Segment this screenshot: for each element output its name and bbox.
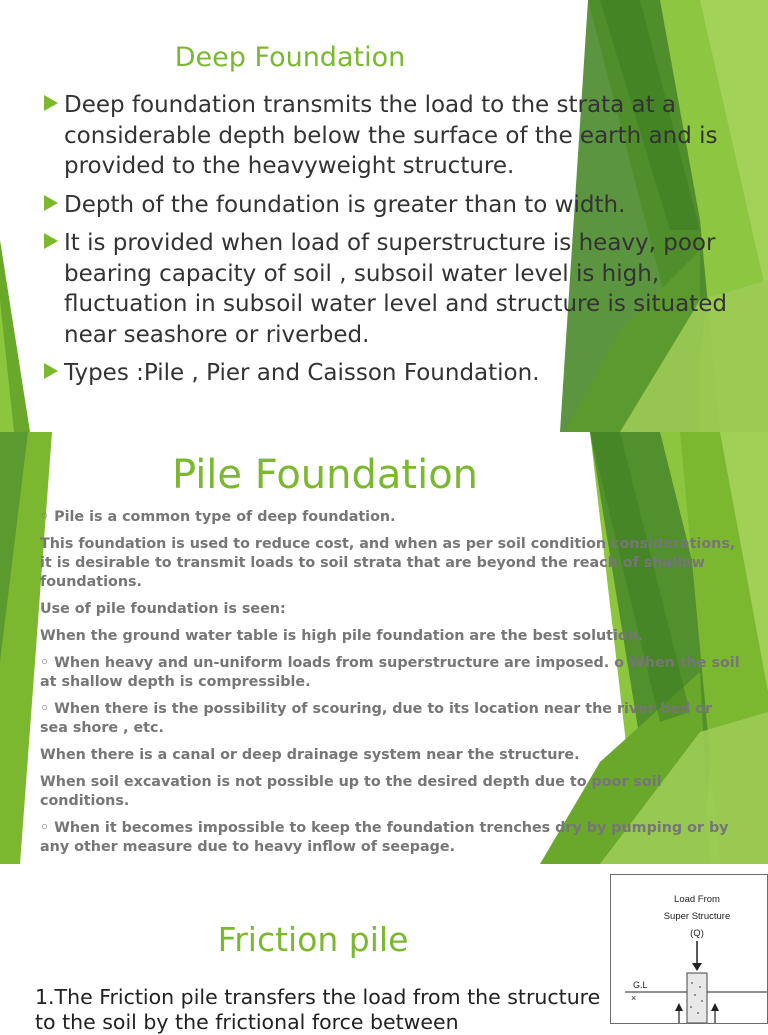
slide2-title: Pile Foundation [171,452,479,498]
friction-pile-figure [610,874,768,1024]
bullet-text: Depth of the foundation is greater than to width. [64,191,626,218]
bullet-item [42,228,742,350]
ground-hatch-icon: × [631,993,637,1003]
paragraph: When soil excavation is not possible up to the desired depth due to poor soil conditions. [40,774,662,809]
paragraph: This foundation is used to reduce cost, and when as per soil condition considerations, it is desirable to transmit loads to soil strata that are beyond the reach of shallow foundations. [40,536,736,590]
slide1-title: Deep Foundation [174,42,406,73]
bullet-triangle-icon [44,363,58,379]
ground-level-label: G.L [633,980,648,990]
bullet-triangle-icon [44,195,58,211]
bullet-text: Types :Pile , Pier and Caisson Foundation. [64,360,540,386]
paragraph: ◦ Pile is a common type of deep foundation. [40,509,396,525]
bullet-text: It is provided when load of superstructure is heavy, poor bearing capacity of soil , subsoil water level is high, fluctuation in subsoil water level and structure is situated near seashore or riverbed. [64,230,727,348]
paragraph: Use of pile foundation is seen: [40,601,286,617]
slide1-bullet-list [42,90,742,397]
pile-shaft [687,973,707,1023]
bullet-triangle-icon [44,233,58,249]
slide3-title: Friction pile [217,920,409,959]
bullet-triangle-icon [44,95,58,111]
load-arrowhead [692,963,702,971]
paragraph: ◦ When heavy and un-uniform loads from superstructure are imposed. o When the soil at shallow depth is compressible. [40,655,740,690]
bullet-item [42,90,742,182]
bullet-item [42,358,742,389]
bullet-item [42,190,742,221]
load-label-line-1: Load From [674,894,720,905]
paragraph: When there is a canal or deep drainage system near the structure. [40,747,580,763]
slide-deep-foundation [0,0,768,432]
bullet-text: Deep foundation transmits the load to the strata at a considerable depth below the surface of the earth and is provided to the heavyweight structure. [64,92,718,179]
load-label-line-3: (Q) [690,928,704,939]
slide3-text: 1.The Friction pile transfers the load from the structure to the soil by the frictional force between [35,985,601,1034]
load-label-line-2: Super Structure [663,911,731,922]
slide2-body [40,508,740,865]
paragraph: ◦ When there is the possibility of scouring, due to its location near the river bed or sea shore , etc. [40,701,712,736]
paragraph: ◦ When it becomes impossible to keep the foundation trenches dry by pumping or by any other measure due to heavy inflow of seepage. [40,820,729,855]
paragraph: When the ground water table is high pile foundation are the best solution. [40,628,644,644]
pile-diagram [611,875,767,1023]
